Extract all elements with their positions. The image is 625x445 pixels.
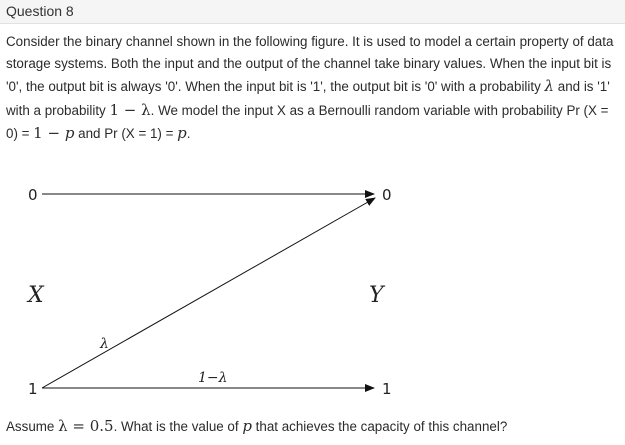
input-0-label: 0: [28, 186, 38, 204]
question-text-part: and is '1' with a probability: [6, 79, 610, 118]
question-title: Question 8: [6, 3, 74, 19]
input-1-label: 1: [28, 380, 38, 398]
prompt-text-part: . What is the value of: [113, 419, 243, 434]
question-header: [0, 0, 625, 24]
prompt-text-part: Assume: [6, 419, 59, 434]
math-one-minus: 1 −: [33, 123, 65, 142]
question-text: [6, 31, 618, 145]
prompt-text-part: that achieves the capacity of this channel?: [251, 419, 508, 434]
binary-channel-diagram: [20, 176, 420, 404]
math-p: p: [64, 123, 75, 142]
question-text-part: .: [186, 125, 191, 141]
math-p: p: [177, 123, 187, 142]
input-variable-label: X: [28, 283, 44, 308]
output-0-label: 0: [382, 186, 392, 204]
math-lambda-value: λ = 0.5: [58, 417, 114, 435]
question-text-part: Consider the binary channel shown in the following figure. It is used to model a certain property of data storage systems. Both the input and the output of the channel take binary values. When the input bit is '0', the output bit is always '0'. When the input bit is '1', the output bit is '0' with a probability: [6, 34, 614, 95]
output-1-label: 1: [382, 380, 392, 398]
stay-probability-label: 1−λ: [198, 370, 228, 386]
output-variable-label: Y: [369, 283, 384, 308]
math-lambda: λ: [544, 77, 555, 96]
question-text-part: and Pr (X = 1) =: [74, 125, 178, 141]
question-text-part: . We model the input X as a Bernoulli random variable with probability Pr (X = 0) =: [6, 102, 609, 141]
math-p: p: [242, 417, 252, 435]
edge-1-to-0: [42, 198, 375, 388]
question-prompt: [6, 415, 621, 438]
cross-probability-label: λ: [100, 336, 109, 352]
math-one-minus-lambda: 1 − λ: [109, 100, 151, 119]
